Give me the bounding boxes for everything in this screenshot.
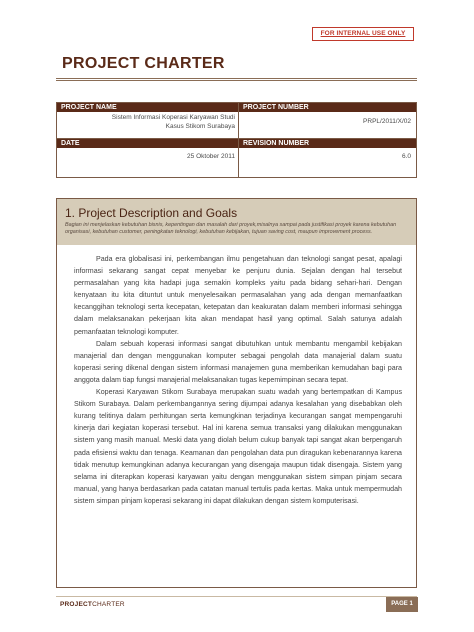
section-header (57, 199, 416, 245)
date-header-bg (57, 139, 238, 148)
project-name-value-line2: Kasus Stikom Surabaya (165, 123, 235, 130)
date-label: DATE (61, 140, 80, 147)
footer-document-label (60, 601, 125, 608)
footer-rule (56, 596, 417, 597)
footer-label-rest: CHARTER (92, 601, 125, 608)
page-number-badge: PAGE 1 (386, 597, 418, 612)
project-name-label: PROJECT NAME (61, 104, 117, 111)
table-column-divider (238, 103, 239, 177)
title-rule-top (56, 78, 417, 79)
title-rule-bottom (56, 80, 417, 81)
section-body (74, 253, 402, 507)
body-paragraph: Dalam sebuah koperasi informasi sangat dibutuhkan untuk membantu mengambil kebijakan manajerial dan dengan menggunakan komputer sebagai pengolah data manajerial dalam suatu koperasi sering dikenal dengan sistem informasi manajemen guna memberikan kemudahan bagi para anggota dalam tiap fungsi manajerial melaksanakan tugas kepemimpinan secara tepat. (74, 339, 402, 384)
internal-use-stamp: FOR INTERNAL USE ONLY (312, 27, 414, 41)
section-guidance-text: Bagian ini menjelaskan kebutuhan bisnis, kepentingan dan masalah dari proyek,misalnya sampai pada justifikasi proyek karena kebutuhan organisasi, kebutuhan customer, peningkatan teknologi, kebutuhan kebijakan, tujuan saving cost, maupun improvement process. (65, 222, 397, 235)
date-value: 25 Oktober 2011 (187, 153, 235, 160)
project-number-label: PROJECT NUMBER (243, 104, 309, 111)
project-description-section (56, 198, 417, 588)
project-info-table (56, 102, 417, 178)
project-number-value: PRPL/2011/X/02 (363, 118, 411, 125)
revision-number-label: REVISION NUMBER (243, 140, 310, 147)
body-paragraph: Koperasi Karyawan Stikom Surabaya merupakan suatu wadah yang bertempatkan di Kampus Stikom Surabaya. Dalam perkembangannya sering dijumpai adanya kesalahan yang disebabkan oleh kurang telitinya dalam perhitungan serta kemungkinan terjadinya kecurangan sangat mempengaruhi kinerja dari kegiatan koperasi tersebut. Hal ini karena semua transaksi yang dilakukan menggunakan sistem yang masih manual. Meski data yang diolah belum cukup banyak tapi sangat akan berpengaruh pada efisiensi waktu dan tenaga. Keamanan dan pengolahan data pun diragukan kebenarannya karena tidak menutup kemungkinan adanya kecurangan yang disengaja maupun tidak disengaja. Sistem yang selama ini diterapkan koperasi karyawan yaitu dengan menggunakan sistem simpan pinjam secara manual, yang hanya berdasarkan pada catatan manual tertulis pada kertas. Maka untuk mempermudah sistem simpan pinjam koperasi sekarang ini dapat dilakukan dengan sistem komputerisasi. (74, 388, 402, 505)
page-title: PROJECT CHARTER (62, 55, 225, 72)
body-paragraph: Pada era globalisasi ini, perkembangan ilmu pengetahuan dan teknologi sangat pesat, apalagi informasi sekarang sangat cepat menyebar ke penjuru dunia. Sejalan dengan hal tersebut permasalahan yang kita hadapi juga semakin kompleks yaitu pada bidang sehari-hari. Dengan kenyataan itu kita dituntut untuk menyelesaikan permasalahan yang ada dengan memanfaatkan kecanggihan teknologi serta kecepatan, ketepatan dan keakuratan dalam memberi informasi sehingga dalam melaksanakan pekerjaan kita akan mendapat hasil yang optimal. Salah satunya adalah pemanfaatan teknologi komputer. (74, 255, 402, 336)
revision-number-value: 6.0 (401, 153, 411, 160)
footer-label-bold: PROJECT (60, 601, 93, 608)
project-name-value-line1: Sistem Informasi Koperasi Karyawan Studi (111, 114, 235, 121)
section-title: 1. Project Description and Goals (65, 206, 238, 220)
